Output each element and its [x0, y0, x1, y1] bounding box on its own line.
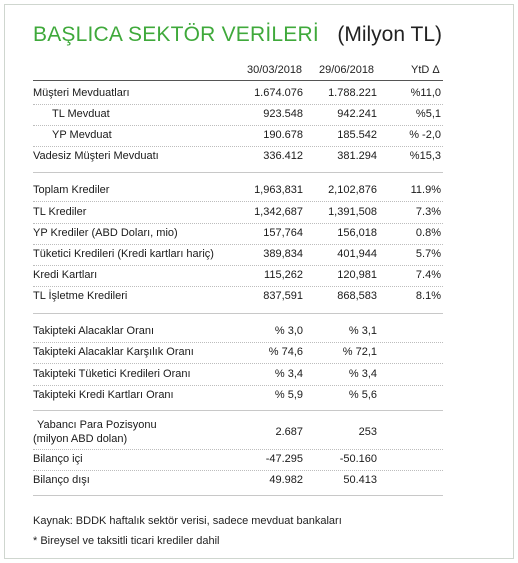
header-divider [33, 80, 443, 81]
value-ytd: 11.9% [410, 184, 441, 196]
table-row [33, 244, 443, 264]
row-label: Takipteki Alacaklar Karşılık Oranı [33, 346, 194, 358]
table-row [33, 146, 443, 166]
row-label: YP Mevduat [52, 129, 112, 141]
row-label: Yabancı Para Pozisyonu [37, 419, 157, 431]
table-row-fx-position [33, 417, 443, 447]
value-date-1: % 74,6 [268, 346, 303, 358]
section-divider [33, 172, 443, 173]
row-label: YP Krediler (ABD Doları, mio) [33, 227, 178, 239]
value-date-1: 157,764 [263, 227, 303, 239]
value-ytd: 7.3% [415, 206, 441, 218]
table-row [33, 180, 443, 200]
value-date-2: 381.294 [337, 150, 377, 162]
row-label: Tüketici Kredileri (Kredi kartları hariç) [33, 248, 214, 260]
value-date-2: % 72,1 [342, 346, 377, 358]
table-row [33, 83, 443, 103]
value-date-2: 120,981 [337, 269, 377, 281]
row-label: TL Mevduat [52, 108, 110, 120]
row-label: Toplam Krediler [33, 184, 110, 196]
footnote: * Bireysel ve taksitli ticari krediler dahil [33, 535, 220, 547]
value-date-1: 190.678 [263, 129, 303, 141]
value-date-1: % 3,0 [274, 325, 303, 337]
section-divider [33, 495, 443, 496]
value-date-2: -50.160 [339, 453, 377, 465]
row-label: Takipteki Tüketici Kredileri Oranı [33, 368, 191, 380]
value-date-2: 401,944 [337, 248, 377, 260]
section-divider [33, 313, 443, 314]
row-label: TL İşletme Kredileri [33, 290, 128, 302]
value-date-1: 837,591 [263, 290, 303, 302]
value-ytd: 0.8% [415, 227, 441, 239]
value-date-2: 1,391,508 [328, 206, 377, 218]
value-date-1: 115,262 [264, 269, 303, 281]
table-row [33, 342, 443, 362]
value-date-2: 942.241 [337, 108, 377, 120]
value-date-2: % 5,6 [348, 389, 377, 401]
row-label: Kredi Kartları [33, 269, 98, 281]
value-ytd: %15,3 [409, 150, 441, 162]
value-date-2: % 3,1 [348, 325, 377, 337]
value-ytd: 7.4% [415, 269, 441, 281]
value-date-2: 50.413 [343, 474, 377, 486]
row-label: Bilanço dışı [33, 474, 90, 486]
column-header-ytd: YtD Δ [411, 64, 440, 76]
table-row [33, 104, 443, 124]
value-date-2: 156,018 [337, 227, 377, 239]
table-row [33, 449, 443, 469]
section-divider [33, 410, 443, 411]
value-date-2: 253 [358, 426, 377, 438]
value-date-1: 1,342,687 [254, 206, 303, 218]
column-header-date-2: 29/06/2018 [319, 64, 375, 76]
value-ytd: % -2,0 [409, 129, 441, 141]
row-label-sub: (milyon ABD dolan) [33, 433, 128, 445]
row-label: Bilanço içi [33, 453, 83, 465]
table-row [33, 125, 443, 145]
value-date-1: 49.982 [269, 474, 303, 486]
value-date-1: % 5,9 [274, 389, 303, 401]
value-date-2: 1.788.221 [328, 87, 377, 99]
value-ytd: %5,1 [415, 108, 441, 120]
value-ytd: 8.1% [415, 290, 441, 302]
row-label: Müşteri Mevduatları [33, 87, 130, 99]
page-title: BAŞLICA SEKTÖR VERİLERİ [33, 23, 319, 46]
table-row [33, 265, 443, 285]
table-row [33, 223, 443, 243]
row-label: TL Krediler [33, 206, 87, 218]
value-date-1: 2.687 [275, 426, 303, 438]
table-row [33, 321, 443, 341]
table-row [33, 286, 443, 306]
table-row [33, 364, 443, 384]
value-date-1: 923.548 [263, 108, 303, 120]
table-row [33, 202, 443, 222]
row-label: Vadesiz Müşteri Mevduatı [33, 150, 159, 162]
value-date-1: 1.674.076 [254, 87, 303, 99]
value-date-1: 336.412 [263, 150, 303, 162]
unit-label: (Milyon TL) [337, 23, 442, 46]
value-date-2: 185.542 [337, 129, 377, 141]
column-header-date-1: 30/03/2018 [247, 64, 303, 76]
value-date-1: 1,963,831 [254, 184, 303, 196]
row-label: Takipteki Alacaklar Oranı [33, 325, 155, 337]
source-note: Kaynak: BDDK haftalık sektör verisi, sadece mevduat bankaları [33, 515, 342, 527]
value-ytd: %11,0 [410, 87, 441, 99]
table-row [33, 470, 443, 490]
value-ytd: 5.7% [415, 248, 441, 260]
value-date-1: % 3,4 [274, 368, 303, 380]
value-date-2: 2,102,876 [328, 184, 377, 196]
row-label: Takipteki Kredi Kartları Oranı [33, 389, 174, 401]
value-date-2: % 3,4 [348, 368, 377, 380]
value-date-1: 389,834 [263, 248, 303, 260]
value-date-1: -47.295 [265, 453, 303, 465]
table-row [33, 385, 443, 405]
value-date-2: 868,583 [337, 290, 377, 302]
